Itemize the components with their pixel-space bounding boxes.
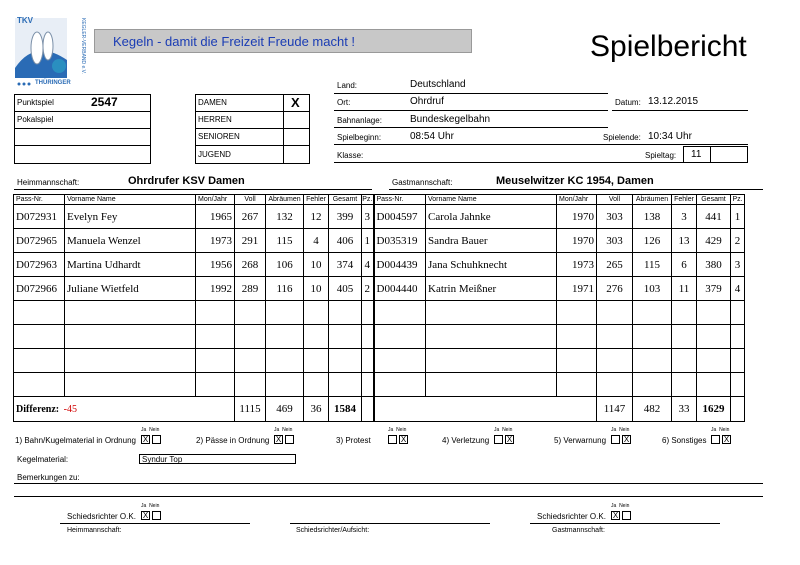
guest-name-cell[interactable]: Katrin Meißner — [426, 277, 557, 301]
guest-year-cell[interactable] — [557, 301, 597, 325]
home-pass-cell[interactable] — [14, 349, 65, 373]
home-fehler-cell[interactable] — [304, 349, 329, 373]
guest-name-cell[interactable]: Jana Schuhknecht — [426, 253, 557, 277]
ja-nein-label: Ja Nein — [388, 427, 407, 433]
spielbeginn-value[interactable]: 08:54 Uhr — [410, 131, 454, 142]
header-abraeumen: Abräumen — [266, 195, 304, 205]
home-pass-cell[interactable] — [14, 325, 65, 349]
bahnanlage-label: Bahnanlage: — [337, 116, 382, 125]
datum-label: Datum: — [615, 98, 641, 107]
guest-year-cell[interactable] — [557, 325, 597, 349]
home-year-cell[interactable] — [196, 349, 235, 373]
home-pass-cell[interactable]: D072931 — [14, 205, 65, 229]
check-label-6: 6) Sonstiges — [662, 436, 707, 445]
check-5-ja-checkbox[interactable] — [611, 435, 620, 444]
check-6-ja-checkbox[interactable] — [711, 435, 720, 444]
header-year: Mon/Jahr — [557, 195, 597, 205]
signature-guest-label: Gastmannschaft: — [552, 527, 605, 534]
spielende-value[interactable]: 10:34 Uhr — [648, 131, 692, 142]
category-jugend: JUGEND — [198, 150, 231, 159]
guest-abraeumen-cell[interactable]: 103 — [633, 277, 672, 301]
guest-abraeumen-cell[interactable]: 126 — [633, 229, 672, 253]
kegelmaterial-value: Syndur Top — [142, 455, 183, 464]
header-fehler: Fehler — [672, 195, 697, 205]
home-year-cell[interactable] — [196, 373, 235, 397]
guest-gesamt-cell[interactable]: 441 — [697, 205, 731, 229]
header-name: Vorname Name — [65, 195, 196, 205]
guest-voll-cell[interactable]: 265 — [597, 253, 633, 277]
guest-year-cell[interactable] — [557, 373, 597, 397]
home-pz-cell[interactable] — [362, 349, 374, 373]
kegelmaterial-label: Kegelmaterial: — [17, 455, 69, 464]
header-pz: Pz. — [362, 196, 373, 203]
check-6-nein-checkbox[interactable]: X — [723, 435, 730, 444]
guest-year-cell[interactable] — [557, 349, 597, 373]
home-pass-cell[interactable] — [14, 301, 65, 325]
ja-nein-label: Ja Nein — [494, 427, 513, 433]
referee-ok-label-right: Schiedsrichter O.K. — [537, 512, 606, 521]
logo-top-text: TKV — [17, 16, 33, 25]
guest-total-abraeumen: 482 — [633, 397, 672, 422]
land-value[interactable]: Deutschland — [410, 79, 466, 90]
logo-side-text: KEGLER-VERBAND e.V. — [80, 18, 86, 74]
header-voll: Voll — [597, 195, 633, 205]
guest-team-name[interactable]: Meuselwitzer KC 1954, Damen — [496, 175, 654, 187]
home-fehler-cell[interactable] — [304, 325, 329, 349]
guest-pz-cell[interactable] — [731, 325, 745, 349]
bahnanlage-value[interactable]: Bundeskegelbahn — [410, 114, 491, 125]
guest-abraeumen-cell[interactable] — [633, 373, 672, 397]
guest-fehler-cell[interactable] — [672, 301, 697, 325]
home-year-cell[interactable]: 1965 — [196, 205, 235, 229]
guest-total-fehler: 33 — [672, 397, 697, 422]
home-fehler-cell[interactable] — [304, 373, 329, 397]
guest-abraeumen-cell[interactable] — [633, 325, 672, 349]
home-voll-cell[interactable]: 289 — [235, 277, 266, 301]
results-table — [13, 194, 745, 422]
home-pz-cell[interactable]: 4 — [362, 253, 374, 277]
guest-fehler-cell[interactable] — [672, 325, 697, 349]
guest-pass-cell[interactable]: D004597 — [374, 205, 426, 229]
logo-bottom-text: THÜRINGER — [35, 80, 71, 86]
home-fehler-cell[interactable] — [304, 301, 329, 325]
table-row — [14, 349, 745, 373]
home-pz-cell[interactable] — [362, 301, 374, 325]
datum-value[interactable]: 13.12.2015 — [648, 96, 699, 107]
home-voll-cell[interactable]: 267 — [235, 205, 266, 229]
guest-voll-cell[interactable]: 303 — [597, 205, 633, 229]
home-pass-cell[interactable]: D072966 — [14, 277, 65, 301]
klasse-label: Klasse: — [337, 151, 364, 160]
guest-fehler-cell[interactable]: 3 — [672, 205, 697, 229]
difference-value: -45 — [63, 403, 77, 415]
header-pass: Pass-Nr. — [374, 195, 426, 205]
home-abraeumen-cell[interactable] — [266, 301, 304, 325]
guest-fehler-cell[interactable]: 11 — [672, 277, 697, 301]
guest-voll-cell[interactable]: 303 — [597, 229, 633, 253]
check-1-nein-checkbox[interactable] — [152, 435, 161, 444]
guest-year-cell[interactable]: 1971 — [557, 277, 597, 301]
header-name: Vorname Name — [426, 195, 557, 205]
guest-gesamt-cell[interactable] — [697, 349, 731, 373]
home-gesamt-cell[interactable]: 374 — [329, 253, 362, 277]
land-label: Land: — [337, 81, 358, 90]
home-voll-cell[interactable] — [235, 325, 266, 349]
guest-total-gesamt: 1629 — [697, 397, 731, 422]
header-pass: Pass-Nr. — [14, 195, 65, 205]
guest-total-voll: 1147 — [597, 397, 633, 422]
home-year-cell[interactable]: 1956 — [196, 253, 235, 277]
guest-pz-cell[interactable]: 3 — [731, 253, 745, 277]
guest-abraeumen-cell[interactable]: 115 — [633, 253, 672, 277]
spielende-label: Spielende: — [603, 133, 641, 142]
guest-pass-cell[interactable]: D004440 — [374, 277, 426, 301]
pokalspiel-label: Pokalspiel — [17, 115, 54, 124]
guest-name-cell[interactable] — [426, 349, 557, 373]
home-name-cell[interactable] — [65, 349, 196, 373]
guest-pass-cell[interactable] — [374, 301, 426, 325]
home-abraeumen-cell[interactable] — [266, 373, 304, 397]
home-voll-cell[interactable] — [235, 301, 266, 325]
check-label-1: 1) Bahn/Kugelmaterial in Ordnung — [15, 436, 136, 445]
home-team-label: Heimmannschaft: — [17, 178, 80, 187]
home-year-cell[interactable]: 1973 — [196, 229, 235, 253]
home-abraeumen-cell[interactable]: 106 — [266, 253, 304, 277]
guest-fehler-cell[interactable]: 6 — [672, 253, 697, 277]
punktspiel-label: Punktspiel — [17, 98, 54, 107]
page-title: Spielbericht — [590, 30, 747, 63]
guest-year-cell[interactable]: 1970 — [557, 205, 597, 229]
table-row — [14, 205, 745, 229]
guest-voll-cell[interactable]: 276 — [597, 277, 633, 301]
ort-value[interactable]: Ohrdruf — [410, 96, 444, 107]
check-4-nein-checkbox[interactable]: X — [506, 435, 513, 444]
home-abraeumen-cell[interactable] — [266, 325, 304, 349]
guest-gesamt-cell[interactable] — [697, 301, 731, 325]
table-row — [14, 229, 745, 253]
ja-nein-label: Ja Nein — [141, 427, 160, 433]
home-voll-cell[interactable]: 268 — [235, 253, 266, 277]
home-pz-cell[interactable] — [362, 325, 374, 349]
referee-right-ja-checkbox[interactable]: X — [612, 511, 619, 520]
home-name-cell[interactable] — [65, 325, 196, 349]
guest-abraeumen-cell[interactable] — [633, 349, 672, 373]
guest-fehler-cell[interactable] — [672, 349, 697, 373]
home-gesamt-cell[interactable]: 399 — [329, 205, 362, 229]
home-pass-cell[interactable] — [14, 373, 65, 397]
guest-pass-cell[interactable] — [374, 325, 426, 349]
home-name-cell[interactable]: Manuela Wenzel — [65, 229, 196, 253]
difference-label: Differenz: — [16, 403, 60, 415]
guest-voll-cell[interactable] — [597, 373, 633, 397]
signature-home-label: Heimmannschaft: — [67, 527, 122, 534]
check-1-ja-checkbox[interactable]: X — [142, 435, 149, 444]
guest-year-cell[interactable]: 1970 — [557, 229, 597, 253]
guest-pass-cell[interactable] — [374, 349, 426, 373]
home-pz-cell[interactable]: 1 — [362, 229, 374, 253]
home-gesamt-cell[interactable] — [329, 373, 362, 397]
home-fehler-cell[interactable]: 4 — [304, 229, 329, 253]
referee-ok-label-left: Schiedsrichter O.K. — [67, 512, 136, 521]
home-abraeumen-cell[interactable]: 116 — [266, 277, 304, 301]
home-fehler-cell[interactable]: 10 — [304, 277, 329, 301]
header-voll: Voll — [235, 195, 266, 205]
guest-pz-cell[interactable] — [731, 373, 745, 397]
guest-pz-cell[interactable]: 1 — [731, 205, 745, 229]
totals-row — [14, 397, 745, 422]
category-senioren: SENIOREN — [198, 132, 240, 141]
guest-gesamt-cell[interactable] — [697, 373, 731, 397]
home-gesamt-cell[interactable] — [329, 301, 362, 325]
home-team-name[interactable]: Ohrdrufer KSV Damen — [128, 175, 245, 187]
check-2-ja-checkbox[interactable]: X — [275, 435, 282, 444]
home-total-gesamt: 1584 — [329, 397, 362, 422]
kegelmaterial-field[interactable] — [139, 454, 296, 464]
guest-voll-cell[interactable] — [597, 349, 633, 373]
guest-pass-cell[interactable]: D035319 — [374, 229, 426, 253]
home-fehler-cell[interactable]: 12 — [304, 205, 329, 229]
home-name-cell[interactable]: Juliane Wietfeld — [65, 277, 196, 301]
home-pz-cell[interactable] — [362, 373, 374, 397]
header-year: Mon/Jahr — [196, 195, 235, 205]
header-gesamt: Gesamt — [697, 195, 731, 205]
guest-name-cell[interactable] — [426, 301, 557, 325]
guest-pz-cell[interactable] — [731, 301, 745, 325]
table-header-row — [14, 195, 745, 205]
header-fehler: Fehler — [304, 195, 329, 205]
guest-fehler-cell[interactable]: 13 — [672, 229, 697, 253]
spielbeginn-label: Spielbeginn: — [337, 133, 382, 142]
check-label-4: 4) Verletzung — [442, 436, 490, 445]
guest-abraeumen-cell[interactable]: 138 — [633, 205, 672, 229]
check-5-nein-checkbox[interactable]: X — [623, 435, 630, 444]
home-pz-cell[interactable]: 3 — [362, 205, 374, 229]
ja-nein-label: Ja Nein — [274, 427, 293, 433]
home-name-cell[interactable]: Evelyn Fey — [65, 205, 196, 229]
ja-nein-label: Ja Nein — [611, 503, 630, 509]
difference-cell — [14, 397, 235, 422]
home-pass-cell[interactable]: D072965 — [14, 229, 65, 253]
ja-nein-label: Ja Nein — [611, 427, 630, 433]
guest-fehler-cell[interactable] — [672, 373, 697, 397]
home-gesamt-cell[interactable]: 406 — [329, 229, 362, 253]
referee-right-nein-checkbox[interactable] — [622, 511, 631, 520]
guest-name-cell[interactable]: Carola Jahnke — [426, 205, 557, 229]
home-year-cell[interactable]: 1992 — [196, 277, 235, 301]
table-row — [14, 373, 745, 397]
check-3-nein-checkbox[interactable]: X — [400, 435, 407, 444]
guest-pass-cell[interactable]: D004439 — [374, 253, 426, 277]
guest-abraeumen-cell[interactable] — [633, 301, 672, 325]
guest-voll-cell[interactable] — [597, 325, 633, 349]
header-abraeumen: Abräumen — [633, 195, 672, 205]
spieltag-label: Spieltag: — [645, 151, 677, 160]
home-pass-cell[interactable]: D072963 — [14, 253, 65, 277]
check-label-5: 5) Verwarnung — [554, 436, 607, 445]
header-pz: Pz. — [732, 196, 743, 203]
table-row — [14, 325, 745, 349]
referee-left-ja-checkbox[interactable]: X — [142, 511, 149, 520]
guest-pz-cell[interactable]: 4 — [731, 277, 745, 301]
home-total-abraeumen: 469 — [266, 397, 304, 422]
guest-team-label: Gastmannschaft: — [392, 178, 453, 187]
ja-nein-label: Ja Nein — [711, 427, 730, 433]
guest-gesamt-cell[interactable] — [697, 325, 731, 349]
signature-referee-label: Schiedsrichter/Aufsicht: — [296, 527, 370, 534]
guest-gesamt-cell[interactable]: 379 — [697, 277, 731, 301]
guest-year-cell[interactable]: 1973 — [557, 253, 597, 277]
home-abraeumen-cell[interactable] — [266, 349, 304, 373]
check-label-3: 3) Protest — [336, 436, 371, 445]
home-abraeumen-cell[interactable]: 115 — [266, 229, 304, 253]
bemerkungen-label: Bemerkungen zu: — [17, 473, 80, 482]
home-gesamt-cell[interactable] — [329, 325, 362, 349]
guest-gesamt-cell[interactable]: 380 — [697, 253, 731, 277]
guest-pz-cell[interactable]: 2 — [731, 229, 745, 253]
home-abraeumen-cell[interactable]: 132 — [266, 205, 304, 229]
home-gesamt-cell[interactable]: 405 — [329, 277, 362, 301]
table-row — [14, 253, 745, 277]
table-row — [14, 277, 745, 301]
slogan-text: Kegeln - damit die Freizeit Freude macht ! — [113, 34, 356, 49]
home-total-voll: 1115 — [235, 397, 266, 422]
home-voll-cell[interactable] — [235, 349, 266, 373]
home-fehler-cell[interactable]: 10 — [304, 253, 329, 277]
check-3-ja-checkbox[interactable] — [388, 435, 397, 444]
home-voll-cell[interactable]: 291 — [235, 229, 266, 253]
check-2-nein-checkbox[interactable] — [285, 435, 294, 444]
guest-name-cell[interactable] — [426, 325, 557, 349]
home-total-fehler: 36 — [304, 397, 329, 422]
home-pz-cell[interactable]: 2 — [362, 277, 374, 301]
guest-pass-cell[interactable] — [374, 373, 426, 397]
punktspiel-value[interactable]: 2547 — [91, 95, 118, 109]
guest-name-cell[interactable]: Sandra Bauer — [426, 229, 557, 253]
referee-left-nein-checkbox[interactable] — [152, 511, 161, 520]
table-row — [14, 301, 745, 325]
guest-gesamt-cell[interactable]: 429 — [697, 229, 731, 253]
guest-voll-cell[interactable] — [597, 301, 633, 325]
ort-label: Ort: — [337, 98, 351, 107]
category-herren: HERREN — [198, 115, 232, 124]
category-damen-mark[interactable]: X — [291, 95, 300, 110]
home-gesamt-cell[interactable] — [329, 349, 362, 373]
home-voll-cell[interactable] — [235, 373, 266, 397]
spieltag-value[interactable]: 11 — [691, 149, 702, 160]
category-damen: DAMEN — [198, 98, 227, 107]
guest-name-cell[interactable] — [426, 373, 557, 397]
check-label-2: 2) Pässe in Ordnung — [196, 436, 270, 445]
home-name-cell[interactable]: Martina Udhardt — [65, 253, 196, 277]
check-4-ja-checkbox[interactable] — [494, 435, 503, 444]
slogan-banner — [94, 29, 472, 53]
ja-nein-label: Ja Nein — [141, 503, 160, 509]
guest-pz-cell[interactable] — [731, 349, 745, 373]
home-name-cell[interactable] — [65, 301, 196, 325]
header-gesamt: Gesamt — [329, 195, 362, 205]
home-name-cell[interactable] — [65, 373, 196, 397]
home-year-cell[interactable] — [196, 301, 235, 325]
home-year-cell[interactable] — [196, 325, 235, 349]
